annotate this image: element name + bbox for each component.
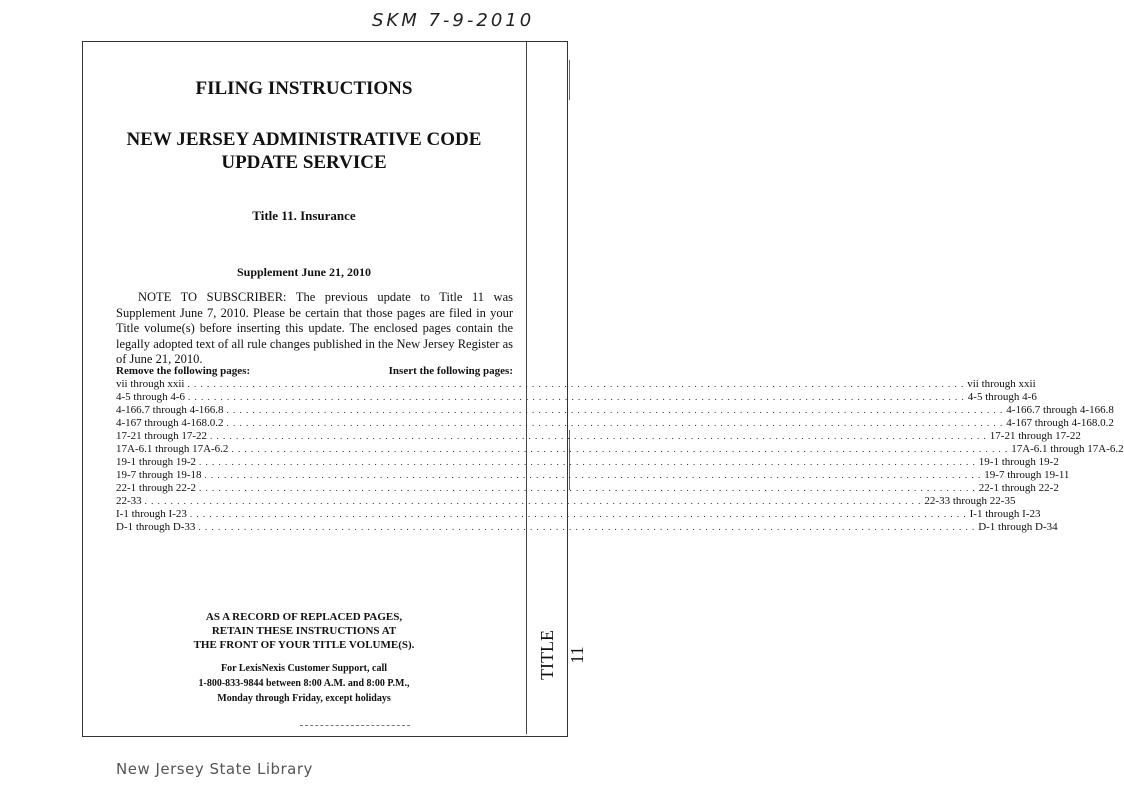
remove-header: Remove the following pages:	[116, 365, 251, 377]
insert-pages-cell: 17-21 through 17-22	[989, 430, 1081, 442]
record-notice	[88, 610, 520, 652]
insert-pages-cell: 19-7 through 19-11	[984, 469, 1070, 481]
support-info	[88, 661, 520, 706]
leader-dots: . . . . . . . . . . . . . . . . . . . . . . . . . . . . . . . . . . . . . . . . . . . . . . . . . . . . . . . . . . . . . . . . . . . . . . . . . . . . . . . . . . . . . . . . . . . . . . . . . . . . . . . . . . . . . . . . . . . . . . . .	[199, 457, 976, 467]
table-header	[116, 365, 513, 378]
support-line-1: For LexisNexis Customer Support, call	[220, 663, 387, 674]
insert-pages-cell: 19-1 through 19-2	[978, 456, 1059, 468]
remove-pages-cell: D-1 through D-33	[116, 521, 196, 533]
leader-dots: . . . . . . . . . . . . . . . . . . . . . . . . . . . . . . . . . . . . . . . . . . . . . . . . . . . . . . . . . . . . . . . . . . . . . . . . . . . . . . . . . . . . . . . . . . . . . . . . . . . . . . . . . . . . . . . . . . . . . . . .	[210, 431, 987, 441]
remove-pages-cell: 4-166.7 through 4-166.8	[116, 404, 224, 416]
leader-dots: . . . . . . . . . . . . . . . . . . . . . . . . . . . . . . . . . . . . . . . . . . . . . . . . . . . . . . . . . . . . . . . . . . . . . . . . . . . . . . . . . . . . . . . . . . . . . . . . . . . . . . . . . . . . . . . . . . . . . . . .	[188, 392, 965, 402]
table-row	[116, 378, 1036, 391]
table-rows	[116, 378, 1124, 534]
leader-dots: . . . . . . . . . . . . . . . . . . . . . . . . . . . . . . . . . . . . . . . . . . . . . . . . . . . . . . . . . . . . . . . . . . . . . . . . . . . . . . . . . . . . . . . . . . . . . . . . . . . . . . . . . . . . . . . . . . . . . . . .	[189, 509, 967, 519]
leader-dots: . . . . . . . . . . . . . . . . . . . . . . . . . . . . . . . . . . . . . . . . . . . . . . . . . . . . . . . . . . . . . . . . . . . . . . . . . . . . . . . . . . . . . . . . . . . . . . . . . . . . . . . . . . . . . . . . . . . . . . . .	[204, 470, 982, 480]
table-row	[116, 404, 1114, 417]
table-row	[116, 469, 1070, 482]
subscriber-note: NOTE TO SUBSCRIBER: The previous update to Title 11 was Supplement June 7, 2010. Please be certain that those pages are filed in your Title volume(s) before inserting this update. The enclosed pages contain the legally adopted text of all rule changes published in the New Jersey Register as of June 21, 2010.	[116, 290, 513, 366]
insert-pages-cell: 22-1 through 22-2	[978, 482, 1059, 494]
leader-dots: . . . . . . . . . . . . . . . . . . . . . . . . . . . . . . . . . . . . . . . . . . . . . . . . . . . . . . . . . . . . . . . . . . . . . . . . . . . . . . . . . . . . . . . . . . . . . . . . . . . . . . . . . . . . . . . . . . . . . . . .	[198, 522, 976, 532]
insert-pages-cell: 4-166.7 through 4-166.8	[1006, 404, 1114, 416]
leader-dots: . . . . . . . . . . . . . . . . . . . . . . . . . . . . . . . . . . . . . . . . . . . . . . . . . . . . . . . . . . . . . . . . . . . . . . . . . . . . . . . . . . . . . . . . . . . . . . . . . . . . . . . . . . . . . . . . . . . . . . . .	[199, 483, 976, 493]
table-row	[116, 456, 1059, 469]
leader-dots: . . . . . . . . . . . . . . . . . . . . . . . . . . . . . . . . . . . . . . . . . . . . . . . . . . . . . . . . . . . . . . . . . . . . . . . . . . . . . . . . . . . . . . . . . . . . . . . . . . . . . . . . . . . . . . . . . . . . . . . .	[187, 379, 965, 389]
record-line-1: AS A RECORD OF REPLACED PAGES,	[205, 611, 403, 623]
remove-pages-cell: 17-21 through 17-22	[116, 430, 208, 442]
support-line-3: Monday through Friday, except holidays	[217, 693, 391, 704]
table-row	[116, 430, 1081, 443]
insert-pages-cell: 4-5 through 4-6	[967, 391, 1037, 403]
insert-header: Insert the following pages:	[388, 365, 513, 377]
page-replacement-table	[116, 365, 1124, 534]
edge-mark	[569, 60, 570, 100]
remove-pages-cell: I-1 through I-23	[116, 508, 187, 520]
supplement-date: Supplement June 21, 2010	[236, 265, 372, 279]
table-row	[116, 508, 1041, 521]
remove-pages-cell: 22-1 through 22-2	[116, 482, 197, 494]
code-heading-line1: NEW JERSEY ADMINISTRATIVE CODE	[126, 129, 482, 150]
record-line-2: RETAIN THESE INSTRUCTIONS AT	[211, 625, 397, 637]
insert-pages-cell: 4-167 through 4-168.0.2	[1006, 417, 1114, 429]
remove-pages-cell: 17A-6.1 through 17A-6.2	[116, 443, 229, 455]
leader-dots: . . . . . . . . . . . . . . . . . . . . . . . . . . . . . . . . . . . . . . . . . . . . . . . . . . . . . . . . . . . . . . . . . . . . . . . . . . . . . . . . . . . . . . . . . . . . . . . . . . . . . . . . . . . . . . . . . . . . . . . .	[231, 444, 1009, 454]
remove-pages-cell: vii through xxii	[116, 378, 185, 390]
table-row	[116, 495, 1016, 508]
tab-label-title: TITLE 11	[537, 630, 587, 680]
handwritten-stamp: SKM 7-9-2010	[372, 10, 535, 31]
footer-rule	[300, 725, 410, 726]
page-title: FILING INSTRUCTIONS	[195, 78, 413, 99]
table-row	[116, 443, 1124, 456]
leader-dots: . . . . . . . . . . . . . . . . . . . . . . . . . . . . . . . . . . . . . . . . . . . . . . . . . . . . . . . . . . . . . . . . . . . . . . . . . . . . . . . . . . . . . . . . . . . . . . . . . . . . . . . . . . . . . . . . . . . . . . . .	[226, 418, 1004, 428]
insert-pages-cell: I-1 through I-23	[969, 508, 1041, 520]
insert-pages-cell: 17A-6.1 through 17A-6.2	[1011, 443, 1124, 455]
library-watermark: New Jersey State Library	[116, 760, 313, 778]
table-row	[116, 417, 1114, 430]
leader-dots: . . . . . . . . . . . . . . . . . . . . . . . . . . . . . . . . . . . . . . . . . . . . . . . . . . . . . . . . . . . . . . . . . . . . . . . . . . . . . . . . . . . . . . . . . . . . . . . . . . . . . . . . . . . . . . . . . . . . . . . .	[144, 496, 922, 506]
code-heading-line2: UPDATE SERVICE	[221, 152, 387, 173]
remove-pages-cell: 19-7 through 19-18	[116, 469, 202, 481]
insert-pages-cell: D-1 through D-34	[978, 521, 1058, 533]
insert-pages-cell: vii through xxii	[967, 378, 1036, 390]
support-line-2: 1-800-833-9844 between 8:00 A.M. and 8:00 P.M.,	[198, 678, 410, 689]
remove-pages-cell: 19-1 through 19-2	[116, 456, 197, 468]
record-line-3: THE FRONT OF YOUR TITLE VOLUME(S).	[193, 639, 415, 651]
insert-pages-cell: 22-33 through 22-35	[924, 495, 1016, 507]
remove-pages-cell: 4-167 through 4-168.0.2	[116, 417, 224, 429]
remove-pages-cell: 22-33	[116, 495, 142, 507]
code-heading	[88, 128, 520, 174]
title-section: Title 11. Insurance	[252, 208, 356, 223]
table-row	[116, 391, 1037, 404]
table-row	[116, 482, 1059, 495]
remove-pages-cell: 4-5 through 4-6	[116, 391, 186, 403]
leader-dots: . . . . . . . . . . . . . . . . . . . . . . . . . . . . . . . . . . . . . . . . . . . . . . . . . . . . . . . . . . . . . . . . . . . . . . . . . . . . . . . . . . . . . . . . . . . . . . . . . . . . . . . . . . . . . . . . . . . . . . . .	[226, 405, 1004, 415]
table-row	[116, 521, 1058, 534]
